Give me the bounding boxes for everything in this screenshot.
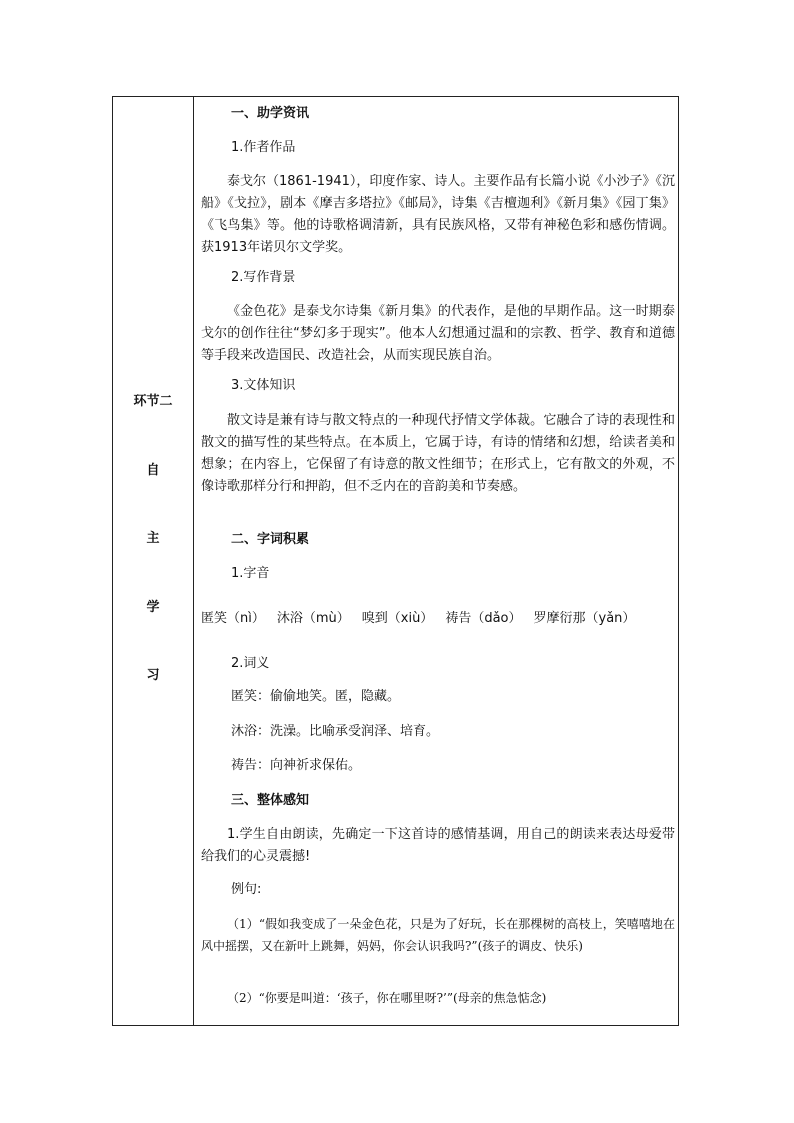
subheading-author: 1.作者作品 <box>231 140 296 155</box>
pinyin-item: 匿笑（nì） <box>201 611 265 626</box>
heading-2: 二、字词积累 <box>231 532 310 547</box>
column-divider <box>193 97 194 1025</box>
section-char-1: 自 <box>146 463 160 478</box>
paragraph-author: 泰戈尔（1861-1941），印度作家、诗人。主要作品有长篇小说《小沙子》《沉船》《戈拉》，剧本《摩吉多塔拉》《邮局》，诗集《吉檀迦利》《新月集》《园丁集》《飞鸟集》等。他的诗歌格调清新，具有民族风格，又带有神秘色彩和感伤情调。获1913年诺贝尔文学奖。 <box>201 174 675 255</box>
pinyin-item: 沐浴（mù） <box>276 611 350 626</box>
content-table <box>112 96 679 1026</box>
section-char-2: 主 <box>146 531 160 546</box>
pinyin-item: 罗摩衍那（yǎn） <box>533 611 636 626</box>
paragraph-genre: 散文诗是兼有诗与散文特点的一种现代抒情文学体裁。它融合了诗的表现性和散文的描写性的某些特点。在本质上，它属于诗，有诗的情绪和幻想，给读者美和想象；在内容上，它保留了有诗意的散文性细节；在形式上，它有散文的外观，不像诗歌那样分行和押韵，但不乏内在的音韵美和节奏感。 <box>201 413 675 494</box>
subheading-pronunciation: 1.字音 <box>231 566 270 581</box>
paragraph-reading: 1.学生自由朗读，先确定一下这首诗的感情基调，用自己的朗读来表达母爱带给我们的心灵震撼! <box>201 827 675 864</box>
heading-3: 三、整体感知 <box>231 793 310 808</box>
section-label-column <box>113 97 193 1025</box>
content-column <box>201 97 675 1025</box>
subheading-genre: 3.文体知识 <box>231 378 296 393</box>
definition-3: 祷告：向神祈求保佑。 <box>231 758 362 773</box>
pinyin-list <box>201 608 647 630</box>
section-char-3: 学 <box>146 600 160 615</box>
example-label: 例句: <box>231 882 262 897</box>
definition-1: 匿笑：偷偷地笑。匿，隐藏。 <box>231 689 401 704</box>
pinyin-item: 嗅到（xiù） <box>361 611 434 626</box>
subheading-background: 2.写作背景 <box>231 270 296 285</box>
pinyin-item: 祷告（dǎo） <box>445 611 522 626</box>
example-1: （1）“假如我变成了一朵金色花，只是为了好玩，长在那棵树的高枝上，笑嘻嘻地在风中摇摆，又在新叶上跳舞，妈妈，你会认识我吗?”(孩子的调皮、快乐) <box>201 917 675 953</box>
section-title: 环节二 <box>133 394 173 409</box>
subheading-meaning: 2.词义 <box>231 656 270 671</box>
heading-1: 一、助学资讯 <box>231 106 310 121</box>
section-char-4: 习 <box>146 668 160 683</box>
example-2: （2）“你要是叫道：‘孩子，你在哪里呀?’”(母亲的焦急惦念) <box>227 991 547 1005</box>
paragraph-background: 《金色花》是泰戈尔诗集《新月集》的代表作，是他的早期作品。这一时期泰戈尔的创作往往“梦幻多于现实”。他本人幻想通过温和的宗教、哲学、教育和道德等手段来改造国民、改造社会，从而实现民族自治。 <box>201 304 675 363</box>
definition-2: 沐浴：洗澡。比喻承受润泽、培育。 <box>231 724 440 739</box>
